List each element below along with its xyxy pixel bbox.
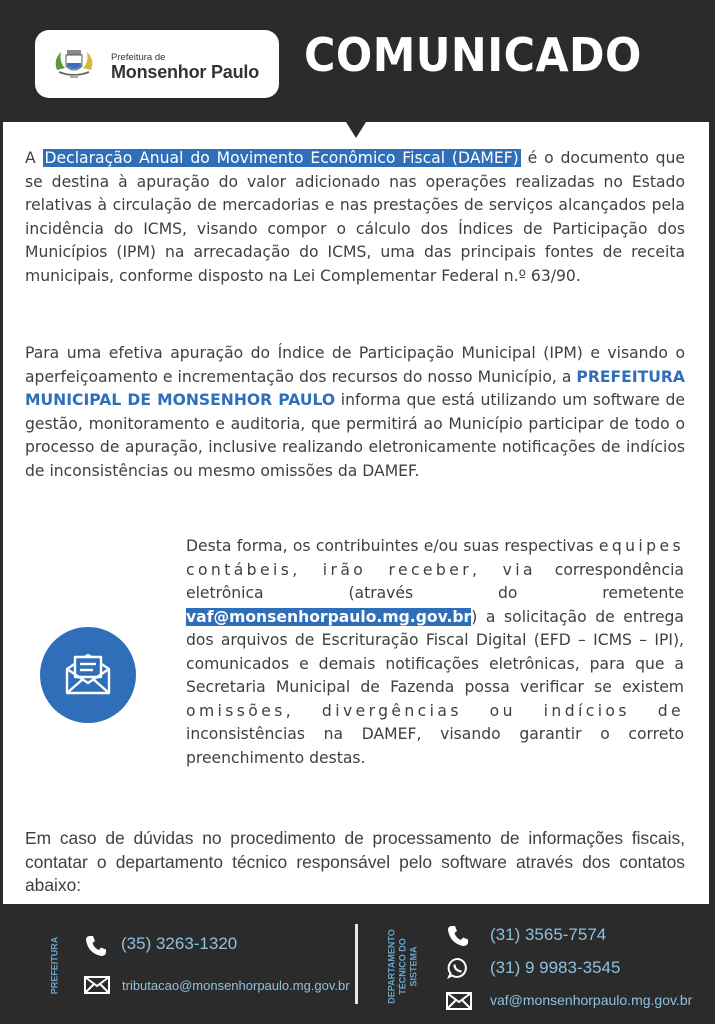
prefeitura-email[interactable]: tributacao@monsenhorpaulo.mg.gov.br [122,978,350,993]
coat-of-arms-icon [49,46,99,82]
p3-line1: Desta forma, os contribuintes e/ou suas respectivas [186,537,594,555]
p3-end: inconsistências na DAMEF, visando garantir o correto preenchimento destas. [186,725,684,767]
logo-small-text: Prefeitura de [111,52,166,63]
departamento-label-line3: SISTEMA [408,946,419,987]
p2-after: informa que está utilizando um software de gestão, monitoramento e auditoria, que permitirá ao Município participar de todo o processo de apuração, inclusive realizando eletronicamente notificações de indícios de inconsistências ou mesmo omissões da DAMEF. [25,391,686,480]
open-envelope-icon [63,649,113,699]
damef-highlight: Declaração Anual do Movimento Econômico Fiscal (DAMEF) [44,149,519,167]
footer [0,904,715,1024]
prefeitura-brand: PREFEITURA MUNICIPAL DE MONSENHOR PAULO [25,367,685,409]
p1-prefix: A [25,149,36,167]
mail-icon [446,992,472,1010]
whatsapp-icon [447,957,469,979]
logo-card [35,30,279,98]
prefeitura-phone[interactable]: (35) 3263-1320 [121,934,238,953]
p3-spaced: omissões, divergências ou indícios de [186,701,684,720]
departamento-phone[interactable]: (31) 3565-7574 [490,925,607,944]
logo-big-text: Monsenhor Paulo [111,62,260,82]
p1-text: é o documento que se destina à apuração do valor adicionado nas operações realizadas no Estado relativas à circulação de mercadorias e nas prestações de serviços alcançados pela incidência do ICMS, visando compor o cálculo dos Índices de Participação dos Municípios (IPM) na arrecadação do ICMS, uma das principais fontes de receita municipais, conforme disposto na Lei Complementar Federal n.º 63/90. [25,149,685,285]
departamento-email[interactable]: vaf@monsenhorpaulo.mg.gov.br [490,992,693,1008]
paragraph-damef [25,147,685,288]
content-panel [3,122,712,904]
departamento-label-line2: TÉCNICO DO [397,938,408,995]
phone-icon [446,924,470,948]
mail-icon [84,976,110,994]
paragraph-ipm [25,342,685,483]
phone-icon [84,934,108,958]
departamento-label [387,929,420,1005]
departamento-label-line1: DEPARTAMENTO [386,929,397,1004]
speech-pointer [346,122,366,138]
p3-after-email: ) a solicitação de entrega dos arquivos de Escrituração Fiscal Digital (EFD – ICMS – IPI), comunicados e demais notificações eletrônicas, para que a Secretaria Municipal de Fazenda possa verificar se existem [186,607,684,696]
departamento-whatsapp[interactable]: (31) 9 9983-3545 [490,958,621,977]
page-title: COMUNICADO [304,28,642,82]
p2-before: Para uma efetiva apuração do Índice de Participação Municipal (IPM) e visando o aperfeiçoamento e incrementação dos recursos do nosso Município, a [25,344,685,386]
paragraph-contribuintes [186,535,684,770]
sender-email-link[interactable]: vaf@monsenhorpaulo.mg.gov.br [186,607,472,626]
header [0,0,715,122]
footer-divider [355,924,358,1004]
envelope-badge [40,627,136,723]
paragraph-duvidas: Em caso de dúvidas no procedimento de processamento de informações fiscais, contatar o departamento técnico responsável pelo software através dos contatos abaixo: [25,828,685,895]
prefeitura-label: PREFEITURA [49,936,60,995]
p3-line3: correspondência eletrônica (através do remetente [186,560,684,602]
p3-line2: equipes contábeis, irão receber, via [186,537,684,579]
